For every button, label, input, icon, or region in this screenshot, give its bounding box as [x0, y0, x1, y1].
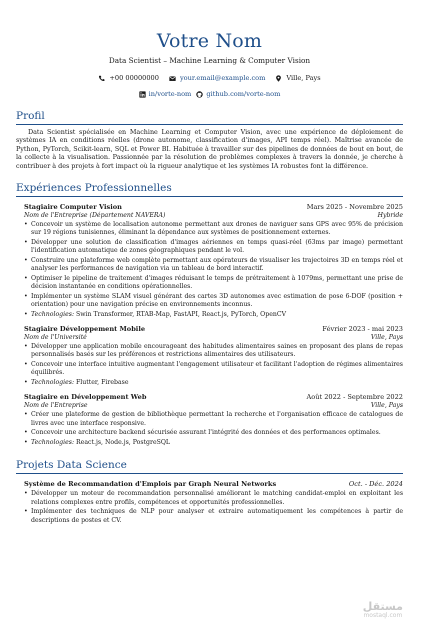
tech-list: Flutter, Firebase — [76, 379, 129, 387]
section-divider — [16, 196, 403, 197]
job-bullets — [16, 411, 403, 447]
email-contact[interactable] — [169, 74, 265, 82]
tech-item — [24, 311, 403, 319]
job-title: Stagiaire Développement Mobile — [24, 325, 146, 334]
phone-contact — [98, 74, 159, 82]
github-link[interactable]: github.com/vorte-nom — [206, 90, 281, 98]
job-header — [16, 393, 403, 401]
watermark-domain: mostaql.com — [363, 611, 403, 619]
phone-icon — [98, 75, 105, 82]
tech-label: Technologies: — [31, 311, 75, 319]
tech-list: React.js, Node.js, PostgreSQL — [76, 439, 171, 447]
linkedin-link[interactable]: in/vorte-nom — [148, 90, 192, 98]
list-item: • Construire une plateforme web complète permettant aux opérateurs de visualiser les trajectoires 3D en temps réel et analyser les performances de navigation via un tableau de bord interactif. — [24, 257, 403, 273]
list-item: • Implémenter un système SLAM visuel générant des cartes 3D autonomes avec estimation de pose 6-DOF (position + orientation) pour une navigation précise en environnements inconnus. — [24, 293, 403, 309]
list-item: • Créer une plateforme de gestion de bibliothèque permettant la recherche et l'organisation efficace de catalogues de livres avec une interface responsive. — [24, 411, 403, 427]
github-icon — [196, 91, 203, 98]
list-item: • Concevoir une architecture backend sécurisée assurant l'intégrité des données et des performances optimales. — [24, 429, 403, 437]
list-item: • Développer une solution de classification d'images aériennes en temps quasi-réel (63ms par image) permettant l'identification automatique de zones géographiques pendant le vol. — [24, 239, 403, 255]
github-contact[interactable] — [196, 90, 280, 98]
candidate-subtitle: Data Scientist – Machine Learning & Computer Vision — [108, 56, 311, 65]
linkedin-icon — [139, 91, 146, 98]
job-location: Ville, Pays — [370, 334, 403, 342]
job-dates: Février 2023 - mai 2023 — [322, 325, 403, 334]
job-title: Stagiaire Computer Vision — [24, 203, 122, 212]
job-entry — [16, 203, 403, 319]
location-text: Ville, Pays — [286, 74, 321, 82]
job-dates: Mars 2025 - Novembre 2025 — [306, 203, 403, 212]
job-subheader — [16, 334, 403, 341]
linkedin-contact[interactable] — [139, 90, 192, 98]
job-dates: Août 2022 - Septembre 2022 — [306, 393, 403, 402]
watermark-logo — [363, 601, 403, 619]
list-item: • Développer un moteur de recommandation personnalisé améliorant le matching candidat-emploi en exploitant les relations complexes entre profils, compétences et opportunités professionnelles. — [24, 490, 403, 506]
section-divider — [16, 124, 403, 125]
job-bullets — [16, 343, 403, 387]
job-entry — [16, 393, 403, 447]
list-item: • Développer une application mobile encourageant des habitudes alimentaires saines en proposant des plans de repas personnalisés basés sur les préférences et restrictions alimentaires des utilisateurs. — [24, 343, 403, 359]
job-subheader — [16, 402, 403, 409]
profile-links — [16, 90, 403, 98]
job-company: Nom de l'Entreprise — [24, 402, 88, 410]
tech-item — [24, 439, 403, 447]
job-header — [16, 203, 403, 211]
project-dates: Oct. - Déc. 2024 — [348, 480, 403, 489]
section-title-experience: Expériences Professionnelles — [16, 182, 172, 195]
list-item: • Concevoir une interface intuitive augmentant l'engagement utilisateur et facilitant l'adoption de régimes alimentaires équilibrés. — [24, 361, 403, 377]
contact-line — [16, 74, 403, 82]
phone-text: +00 00000000 — [109, 74, 159, 82]
tech-list: Swin Transformer, RTAB-Map, FastAPI, React.js, PyTorch, OpenCV — [76, 311, 287, 319]
job-location: Hybride — [377, 212, 403, 220]
location-pin-icon — [275, 75, 282, 82]
job-company: Nom de l'Entreprise (Département NAVERA) — [24, 212, 166, 220]
section-title-projects: Projets Data Science — [16, 459, 127, 472]
tech-label: Technologies: — [31, 439, 75, 447]
location-contact — [275, 74, 320, 82]
tech-item — [24, 379, 403, 387]
job-title: Stagiaire en Développement Web — [24, 393, 147, 402]
project-title: Système de Recommandation d'Emplois par Graph Neural Networks — [24, 480, 277, 489]
email-link[interactable]: your.email@example.com — [179, 74, 266, 82]
job-header — [16, 325, 403, 333]
project-bullets — [16, 490, 403, 524]
profile-summary: Data Scientist spécialisée en Machine Learning et Computer Vision, avec une expérience de déploiement de systèmes IA en conditions réelles (drone autonome, classification d'images, API temps réel). Maîtrise avancée de Python, PyTorch, Scikit-learn, SQL et Power BI. Habituée à travailler sur des pipelines de données de bout en bout, de la collecte à la visualisation. Passionnée par la résolution de problèmes complexes à travers la donnée, je cherche à contribuer à des projets à fort impact où la rigueur analytique et les systèmes IA robustes font la différence. — [16, 128, 403, 170]
list-item: • Implémenter des techniques de NLP pour analyser et extraire automatiquement les compétences à partir de descriptions de postes et CV. — [24, 508, 403, 524]
project-header — [16, 480, 403, 488]
section-divider — [16, 473, 403, 474]
section-title-profile: Profil — [16, 110, 45, 122]
job-bullets — [16, 221, 403, 319]
job-company: Nom de l'Université — [24, 334, 87, 342]
watermark-arabic: مستقل — [362, 599, 403, 613]
job-subheader — [16, 212, 403, 219]
list-item: • Optimiser le pipeline de traitement d'images réduisant le temps de prétraitement à 1079ms, permettant une prise de décision instantanée en conditions opérationnelles. — [24, 275, 403, 291]
list-item: • Concevoir un système de localisation autonome permettant aux drones de naviguer sans GPS avec 95% de précision sur 19 régions tunisiennes, éliminant la dépendance aux systèmes de positionnement externes. — [24, 221, 403, 237]
mail-icon — [169, 75, 176, 82]
job-location: Ville, Pays — [370, 402, 403, 410]
tech-label: Technologies: — [31, 379, 75, 387]
job-entry — [16, 325, 403, 387]
candidate-name: Votre Nom — [156, 30, 263, 52]
